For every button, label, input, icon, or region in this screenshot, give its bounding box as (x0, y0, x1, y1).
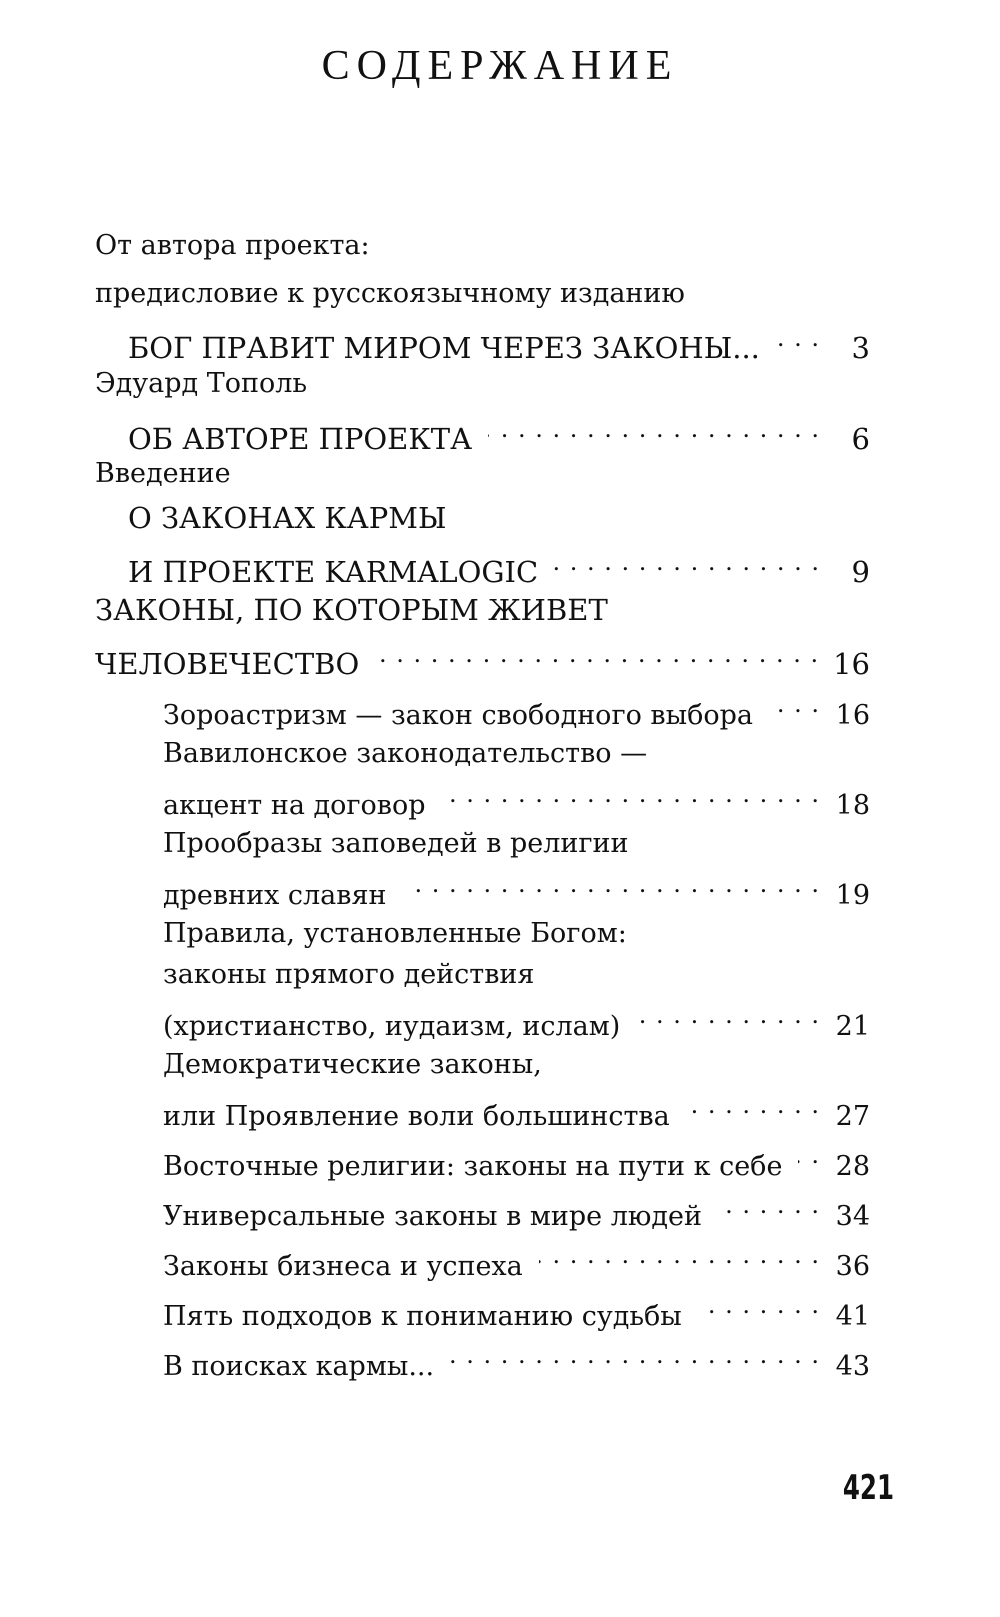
dot-leader (375, 634, 819, 674)
dot-leader (488, 409, 820, 449)
page-number: 16 (833, 647, 870, 681)
toc-entry-title: или Проявление воли большинства (163, 1101, 670, 1132)
toc-entry-title: Законы бизнеса и успеха (163, 1251, 523, 1282)
toc-entry-title: Восточные религии: законы на пути к себе (163, 1151, 783, 1182)
toc-text: Демократические законы, (163, 1049, 542, 1080)
toc-entry[interactable] (163, 684, 870, 731)
dot-leader (718, 1185, 820, 1225)
page-number: 34 (835, 1201, 870, 1232)
toc-text: Правила, установленные Богом: (163, 918, 627, 949)
toc-entry[interactable] (163, 1135, 870, 1182)
toc-text: Эдуард Тополь (95, 368, 308, 399)
toc-line (163, 824, 629, 864)
toc-entry-title: И ПРОЕКТЕ KARMALOGIC (128, 555, 539, 589)
toc-line (95, 454, 231, 494)
toc-line (95, 226, 370, 266)
toc-entry-title: БОГ ПРАВИТ МИРОМ ЧЕРЕЗ ЗАКОНЫ... (128, 331, 760, 365)
page-number: 28 (835, 1151, 870, 1182)
page-number: 41 (835, 1301, 870, 1332)
folio-page-number: 421 (842, 1468, 894, 1508)
toc-line (163, 1045, 542, 1085)
toc-entry[interactable] (163, 1185, 870, 1232)
toc-entry[interactable] (128, 542, 870, 589)
dot-leader (442, 774, 820, 814)
toc-entry-title: ЧЕЛОВЕЧЕСТВО (95, 647, 360, 681)
toc-entry[interactable] (163, 1285, 870, 1332)
toc-entry[interactable] (128, 409, 870, 456)
toc-text: Введение (95, 458, 231, 489)
toc-entry-title: древних славян (163, 880, 387, 911)
toc-line (128, 498, 447, 538)
dot-leader (636, 995, 820, 1035)
dot-leader (698, 1285, 820, 1325)
toc-entry-title: В поисках кармы... (163, 1351, 435, 1382)
toc-entry-title: акцент на договор (163, 790, 426, 821)
page-title: СОДЕРЖАНИЕ (321, 43, 679, 89)
page-number: 27 (835, 1101, 870, 1132)
page-number: 19 (835, 880, 870, 911)
dot-leader (769, 684, 820, 724)
page-number: 3 (851, 331, 870, 365)
toc-line (95, 364, 307, 404)
toc-entry[interactable] (128, 318, 870, 365)
dot-leader (539, 1235, 820, 1275)
toc-entry[interactable] (163, 1335, 870, 1382)
toc-text: законы прямого действия (163, 959, 535, 990)
toc-line (163, 914, 627, 954)
toc-text: О ЗАКОНАХ КАРМЫ (128, 501, 447, 535)
toc-text: Вавилонское законодательство — (163, 738, 648, 769)
page-number: 43 (835, 1351, 870, 1382)
toc-entry[interactable] (163, 864, 870, 911)
dot-leader (798, 1135, 820, 1175)
toc-entry-title: Пять подходов к пониманию судьбы (163, 1301, 682, 1332)
toc-text: От автора проекта: (95, 230, 370, 261)
toc-line (163, 734, 647, 774)
toc-text: предисловие к русскоязычному изданию (95, 278, 685, 309)
dot-leader (686, 1085, 820, 1125)
toc-entry[interactable] (163, 995, 870, 1042)
toc-entry-title: (христианство, иудаизм, ислам) (163, 1011, 621, 1042)
toc-entry-title: ОБ АВТОРЕ ПРОЕКТА (128, 422, 473, 456)
page-number: 6 (851, 422, 870, 456)
toc-entry[interactable] (163, 1085, 870, 1132)
toc-line (95, 274, 685, 314)
toc-entry[interactable] (163, 774, 870, 821)
toc-entry[interactable] (163, 1235, 870, 1282)
toc-text: Прообразы заповедей в религии (163, 828, 629, 859)
dot-leader (554, 542, 820, 582)
page-number: 16 (835, 700, 870, 731)
page-number: 36 (835, 1251, 870, 1282)
toc-line (95, 590, 608, 630)
dot-leader (403, 864, 821, 904)
page-number: 21 (835, 1011, 870, 1042)
dot-leader (450, 1335, 820, 1375)
page-number: 9 (851, 555, 870, 589)
toc-entry[interactable] (95, 634, 870, 681)
toc-line (163, 955, 534, 995)
toc-text: ЗАКОНЫ, ПО КОТОРЫМ ЖИВЕТ (95, 593, 608, 627)
page-number: 18 (835, 790, 870, 821)
toc-entry-title: Универсальные законы в мире людей (163, 1201, 702, 1232)
toc-entry-title: Зороастризм — закон свободного выбора (163, 700, 754, 731)
dot-leader (776, 318, 820, 358)
